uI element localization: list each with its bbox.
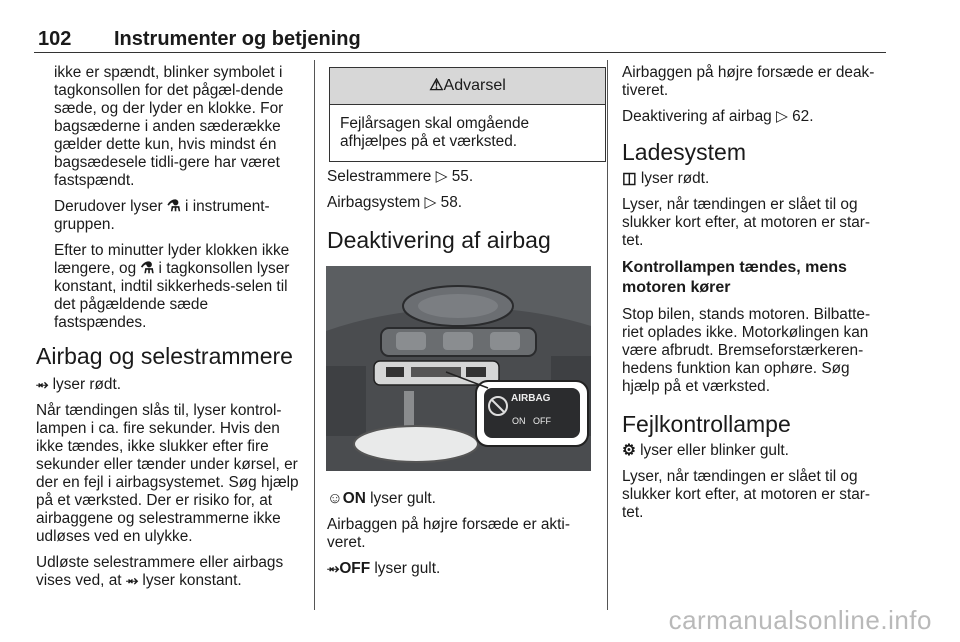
seatbelt-icon: ⚗ [140, 260, 155, 277]
reference-deactivation: Deaktivering af airbag ▷ 62. [622, 108, 814, 125]
battery-indicator-line: ◫ lyser rødt. [622, 170, 710, 187]
overhead-console-photo [326, 266, 591, 471]
airbag-icon: ⥇ [36, 376, 49, 393]
warning-header [330, 68, 605, 105]
airbag-on-icon: ☺ [327, 490, 343, 507]
paragraph-airbag-activated: Airbaggen på højre forsæde er akti-veret. [327, 516, 570, 551]
column-1 [36, 64, 302, 598]
airbag-on-line: ☺ON lyser gult. [327, 490, 436, 507]
subheading-kontrollampen: Kontrollampen tændes, mens motoren kører [622, 259, 847, 296]
section-heading-deactivation: Deaktivering af airbag [327, 227, 551, 253]
paragraph-fejlkontrollampe: Lyser, når tændingen er slået til og slukker kort efter, at motoren er star-tet. [622, 468, 871, 521]
column-2-refs [327, 168, 597, 254]
warning-box [329, 67, 606, 162]
engine-icon: ⚙ [622, 442, 636, 459]
airbag-off-icon: ⥇ [327, 560, 340, 577]
overhead-console-illustration [326, 266, 591, 471]
page-header-title: Instrumenter og betjening [114, 28, 361, 50]
battery-icon: ◫ [622, 170, 637, 187]
paragraph-2: Derudover lyser ⚗ i instrument-gruppen. [54, 198, 270, 233]
page-ref-arrow-icon: ▷ [424, 194, 437, 211]
paragraph-1: ikke er spændt, blinker symbolet i tagkonsollen for det pågæl-dende sæde, og der lyder en klokke. For bagsæderne i anden sæderække gælder dette kun, hvis mindst én bagsædesele tidli-gere har været fastspændt. [54, 64, 284, 189]
airbag-off-line: ⥇OFF lyser gult. [327, 560, 441, 577]
paragraph-airbag-deactivated: Airbaggen på højre forsæde er deak-tiveret. [622, 64, 875, 99]
page-ref-arrow-icon: ▷ [435, 168, 448, 185]
column-2 [314, 67, 599, 162]
watermark: carmanualsonline.info [668, 605, 932, 635]
reference-selestrammere: Selestrammere ▷ 55. [327, 168, 474, 185]
engine-indicator-line: ⚙ lyser eller blinker gult. [622, 442, 789, 459]
paragraph-6: Udløste selestrammere eller airbags vises ved, at ⥇ lyser konstant. [36, 554, 284, 589]
paragraph-3: Efter to minutter lyder klokken ikke længere, og ⚗ i tagkonsollen lyser konstant, indtil sikkerheds-selen til det pågældende sæde fastspændes. [54, 242, 290, 331]
column-2-bottom [327, 490, 597, 586]
section-heading-fejlkontrollampe: Fejlkontrollampe [622, 411, 791, 437]
page-ref-arrow-icon: ▷ [776, 108, 788, 125]
column-3 [622, 64, 887, 530]
section-heading-ladesystem: Ladesystem [622, 139, 747, 165]
photo-label-off: OFF [533, 416, 551, 426]
airbag-indicator-line: ⥇ lyser rødt. [36, 376, 122, 393]
reference-airbagsystem: Airbagsystem ▷ 58. [327, 194, 463, 211]
page-number: 102 [38, 28, 72, 50]
warning-triangle-icon: ⚠ [429, 77, 444, 94]
paragraph-ladesystem: Lyser, når tændingen er slået til og slukker kort efter, at motoren er star-tet. [622, 196, 871, 249]
section-heading-airbag: Airbag og selestrammere [36, 343, 293, 369]
airbag-icon: ⥇ [125, 572, 139, 589]
paragraph-5: Når tændingen slås til, lyser kontrol-lampen i ca. fire sekunder. Hvis den ikke tændes, ikke slukker efter fire sekunder eller tænder under kørsel, er der en fejl i airbagsystemet. Søg hjælp på et værksted. Der er risiko for, at airbaggene og selestrammerne ikke udløses ved en ulykke. [36, 402, 299, 545]
column-divider-2 [607, 60, 608, 610]
photo-label-on: ON [512, 416, 526, 426]
photo-label-airbag: AIRBAG [511, 393, 551, 404]
header-rule [34, 52, 886, 53]
paragraph-stop-bilen: Stop bilen, stands motoren. Bilbatte-riet oplades ikke. Motorkølingen kan være afbrudt. Bremseforstærkeren-hedens funktion kan ophøre. Søg hjælp på et værksted. [622, 306, 871, 395]
warning-text: Fejlårsagen skal omgående afhjælpes på et værksted. [340, 115, 530, 150]
warning-title: Advarsel [443, 77, 506, 94]
seatbelt-icon: ⚗ [166, 198, 181, 215]
